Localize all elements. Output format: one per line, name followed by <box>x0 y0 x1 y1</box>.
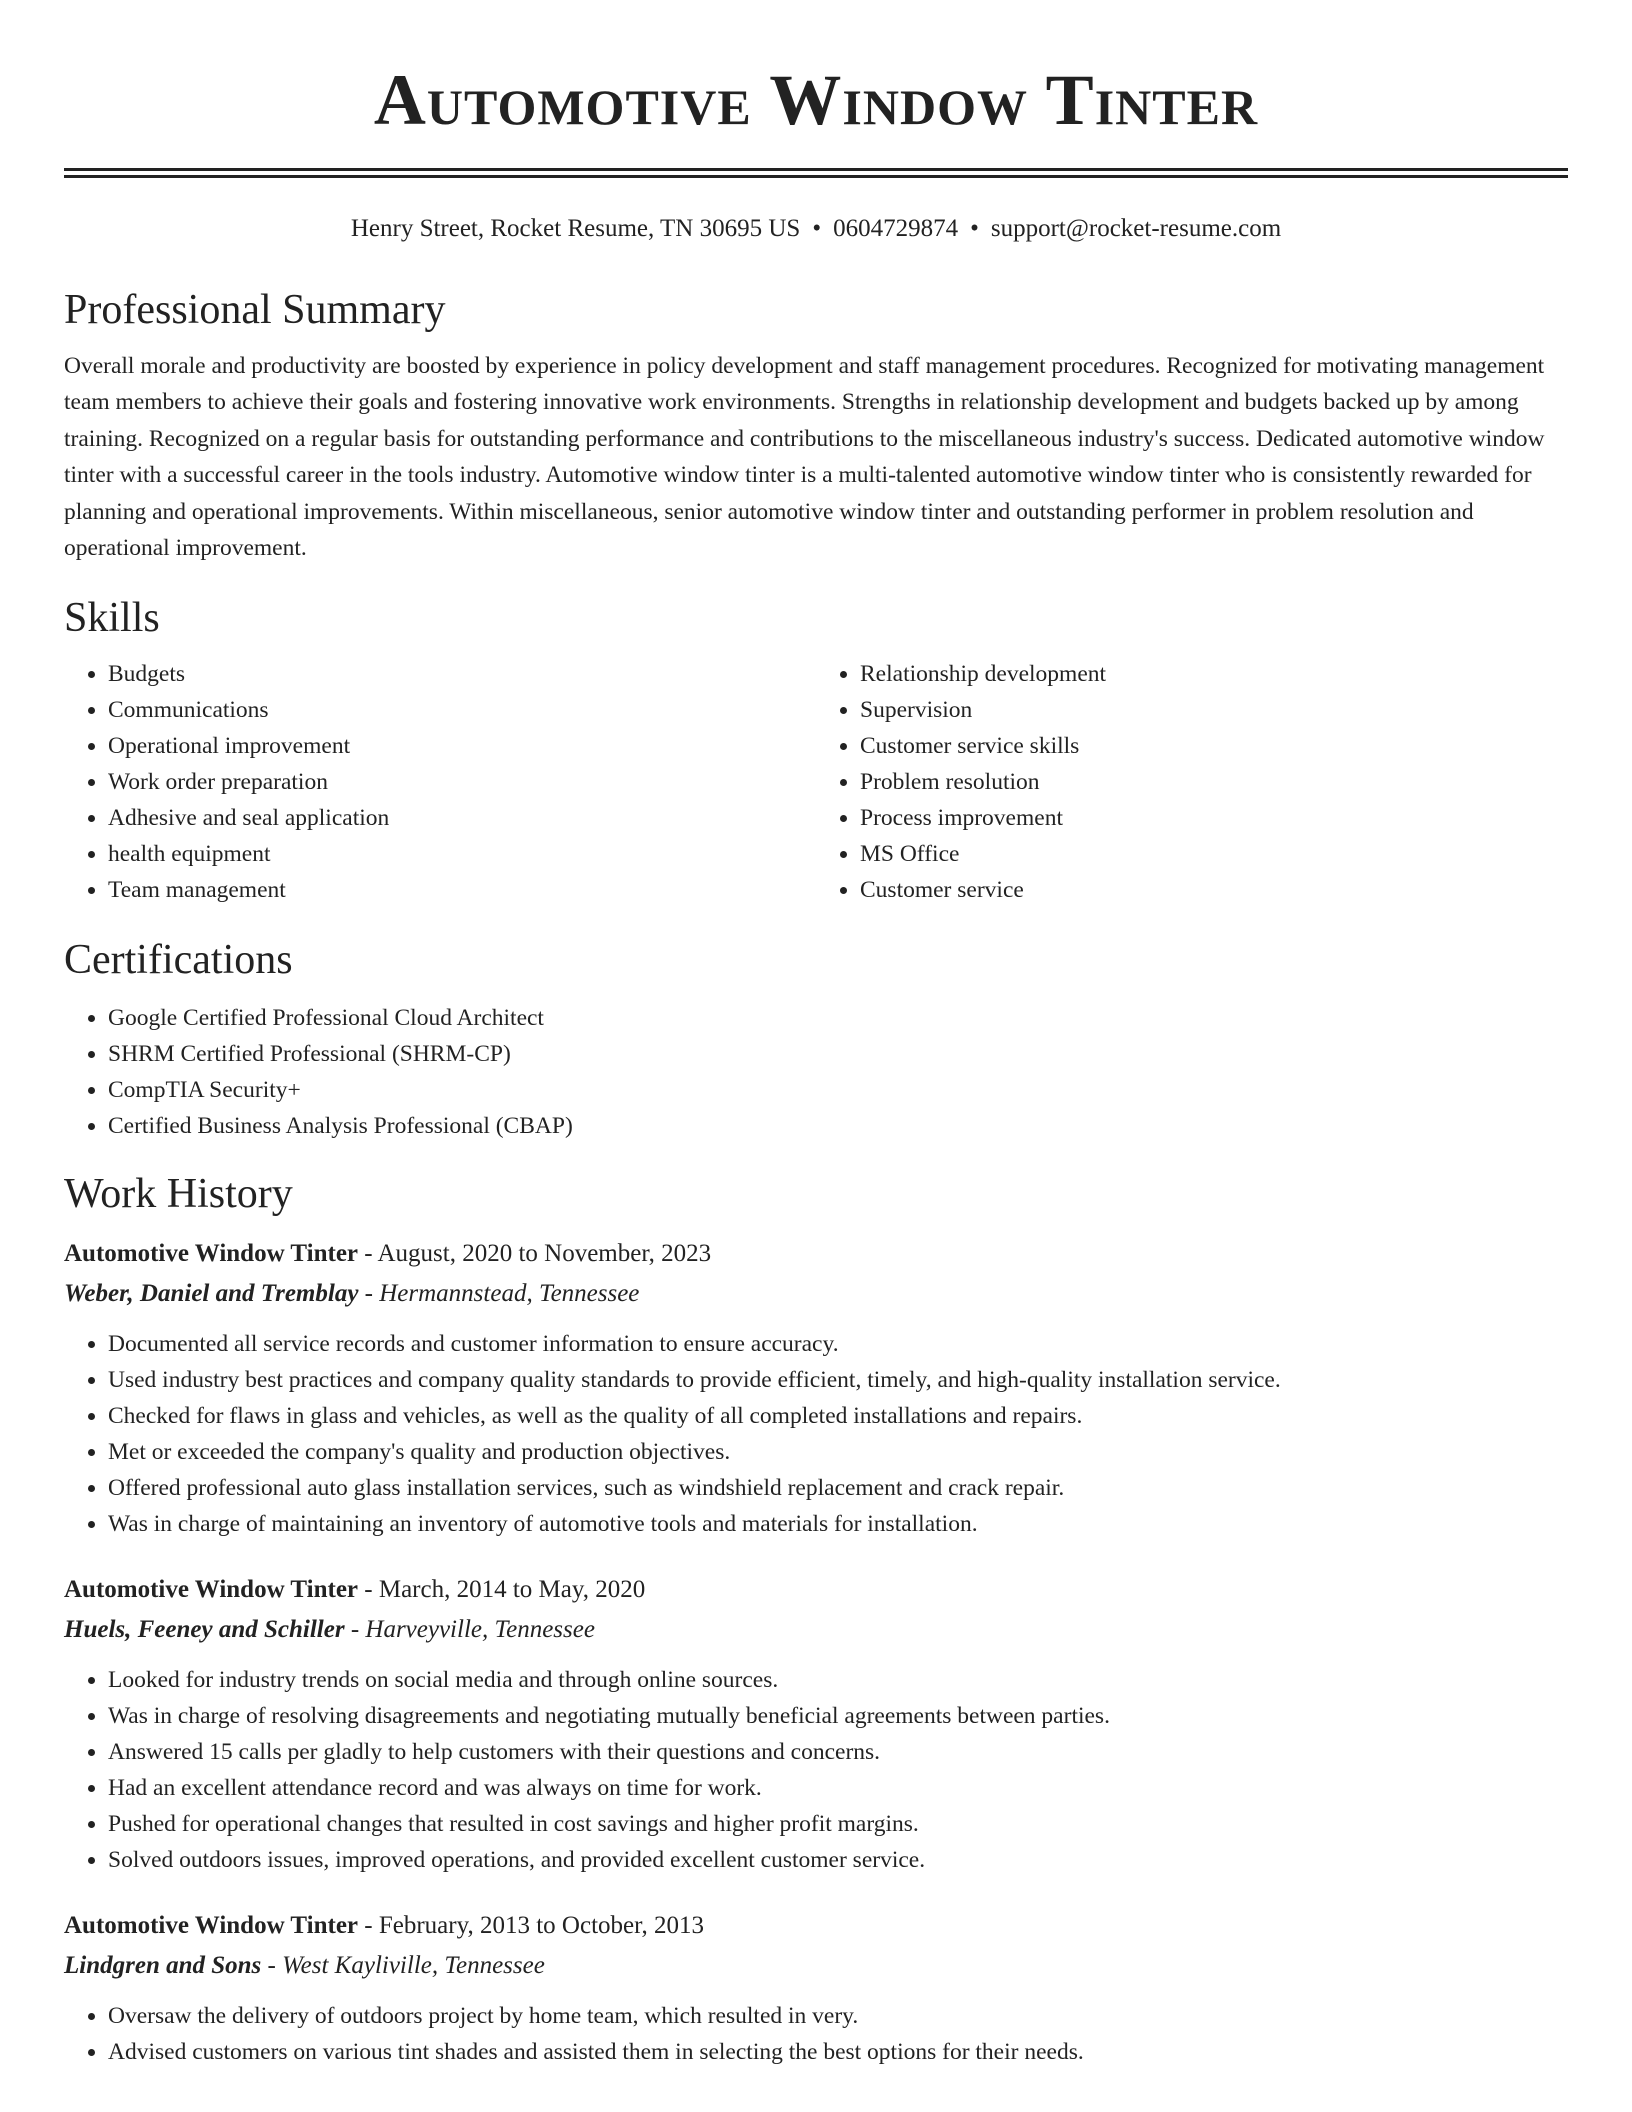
job-bullet: • Documented all service records and customer information to ensure accuracy. <box>108 1326 1568 1362</box>
contact-email: support@rocket-resume.com <box>990 215 1282 242</box>
certifications-heading: Certifications <box>64 937 293 984</box>
certifications-list <box>64 1000 1568 1144</box>
certification-item: • Google Certified Professional Cloud Architect <box>108 1000 1568 1036</box>
job-bullet: • Had an excellent attendance record and was always on time for work. <box>108 1770 1568 1806</box>
job-bullet: • Looked for industry trends on social media and through online sources. <box>108 1662 1568 1698</box>
job-title-line <box>64 1570 1568 1610</box>
skill-item: • Budgets <box>108 656 816 692</box>
work-history-heading: Work History <box>64 1171 293 1218</box>
skill-item: • Supervision <box>860 692 1568 728</box>
skill-item: • Communications <box>108 692 816 728</box>
job-location: Hermannstead, Tennessee <box>379 1280 640 1308</box>
skill-item: • Operational improvement <box>108 728 816 764</box>
job-company: Weber, Daniel and Tremblay <box>64 1280 359 1308</box>
job-bullet: • Checked for flaws in glass and vehicles, as well as the quality of all completed installations and repairs. <box>108 1398 1568 1434</box>
skills-list-left <box>64 656 816 908</box>
job-bullet: • Oversaw the delivery of outdoors project by home team, which resulted in very. <box>108 1998 1568 2034</box>
job-company: Lindgren and Sons <box>64 1952 262 1980</box>
job-company-line <box>64 1946 1568 1986</box>
job-bullet: • Was in charge of resolving disagreements and negotiating mutually beneficial agreements between parties. <box>108 1698 1568 1734</box>
job-bullet: • Met or exceeded the company's quality and production objectives. <box>108 1434 1568 1470</box>
contact-separator: • <box>812 215 822 242</box>
job-title: Automotive Window Tinter <box>64 1576 359 1604</box>
skill-item: • Work order preparation <box>108 764 816 800</box>
job-company-separator: - <box>261 1952 283 1980</box>
skills-list-right <box>816 656 1568 908</box>
job-dates: February, 2013 to October, 2013 <box>378 1912 704 1940</box>
job-bullet: • Was in charge of maintaining an inventory of automotive tools and materials for installation. <box>108 1506 1568 1542</box>
certification-item: • SHRM Certified Professional (SHRM-CP) <box>108 1036 1568 1072</box>
job-bullet: • Solved outdoors issues, improved operations, and provided excellent customer service. <box>108 1842 1568 1878</box>
contact-phone: 0604729874 <box>833 215 959 242</box>
job-bullet: • Advised customers on various tint shades and assisted them in selecting the best options for their needs. <box>108 2034 1568 2070</box>
certification-item: • Certified Business Analysis Professional (CBAP) <box>108 1108 1568 1144</box>
summary-heading: Professional Summary <box>64 287 446 333</box>
skill-item: • Problem resolution <box>860 764 1568 800</box>
contact-address: Henry Street, Rocket Resume, TN 30695 US <box>350 215 801 242</box>
skill-item: • Customer service skills <box>860 728 1568 764</box>
job-company-line <box>64 1274 1568 1314</box>
job-bullet: • Offered professional auto glass installation services, such as windshield replacement and crack repair. <box>108 1470 1568 1506</box>
job-title-line <box>64 1234 1568 1274</box>
contact-line <box>64 214 1568 244</box>
job-company-separator: - <box>344 1616 366 1644</box>
skill-item: • health equipment <box>108 836 816 872</box>
header-divider <box>64 168 1568 178</box>
job-title-separator: - <box>358 1240 378 1268</box>
skill-item: • MS Office <box>860 836 1568 872</box>
job-title: Automotive Window Tinter <box>64 1912 359 1940</box>
job-bullets <box>64 1326 1568 1542</box>
skill-item: • Customer service <box>860 872 1568 908</box>
contact-separator: • <box>970 215 979 242</box>
job-bullet: • Answered 15 calls per gladly to help customers with their questions and concerns. <box>108 1734 1568 1770</box>
work-history-list <box>64 1234 1568 2070</box>
job-entry <box>64 1570 1568 1878</box>
job-title: Automotive Window Tinter <box>64 1240 359 1268</box>
skill-item: • Relationship development <box>860 656 1568 692</box>
skill-item: • Process improvement <box>860 800 1568 836</box>
job-bullets <box>64 1998 1568 2070</box>
skill-item: • Adhesive and seal application <box>108 800 816 836</box>
job-dates: August, 2020 to November, 2023 <box>377 1240 712 1268</box>
job-title-separator: - <box>358 1576 379 1604</box>
job-bullets <box>64 1662 1568 1878</box>
job-title-line <box>64 1906 1568 1946</box>
job-dates: March, 2014 to May, 2020 <box>378 1576 646 1604</box>
job-company-line <box>64 1610 1568 1650</box>
job-location: Harveyville, Tennessee <box>365 1616 595 1644</box>
job-bullet: • Pushed for operational changes that resulted in cost savings and higher profit margins. <box>108 1806 1568 1842</box>
job-company-separator: - <box>358 1280 380 1308</box>
resume-title: Automotive Window Tinter <box>373 60 1259 140</box>
job-bullet: • Used industry best practices and company quality standards to provide efficient, timely, and high-quality installation service. <box>108 1362 1568 1398</box>
skill-item: • Team management <box>108 872 816 908</box>
job-entry <box>64 1234 1568 1542</box>
skills-columns <box>64 656 1568 908</box>
summary-text: Overall morale and productivity are boosted by experience in policy development and staff management procedures. Recognized for motivating management team members to achieve their goals and fostering innovative work environments. Strengths in relationship development and budgets backed up by among training. Recognized on a regular basis for outstanding performance and contributions to the miscellaneous industry's success. Dedicated automotive window tinter with a successful career in the tools industry. Automotive window tinter is a multi-talented automotive window tinter who is consistently rewarded for planning and operational improvements. Within miscellaneous, senior automotive window tinter and outstanding performer in problem resolution and operational improvement. <box>64 353 1545 562</box>
job-location: West Kayliville, Tennessee <box>282 1952 545 1980</box>
job-title-separator: - <box>358 1912 379 1940</box>
job-entry <box>64 1906 1568 2070</box>
job-company: Huels, Feeney and Schiller <box>64 1616 345 1644</box>
certification-item: • CompTIA Security+ <box>108 1072 1568 1108</box>
skills-heading: Skills <box>64 595 160 642</box>
